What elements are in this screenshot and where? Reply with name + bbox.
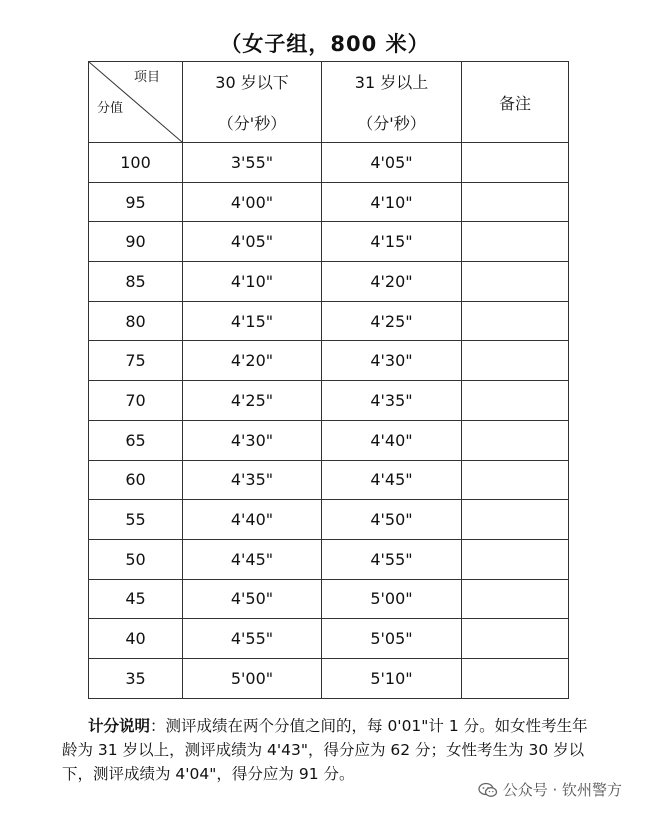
score-cell: 50 (89, 539, 183, 579)
table-row (89, 262, 569, 302)
over-31-time-cell: 4'35" (322, 381, 462, 421)
score-cell: 90 (89, 222, 183, 262)
remarks-cell (462, 619, 569, 659)
notes-text: ：测评成绩在两个分值之间的，每 0'01"计 1 分。如女性考生年龄为 31 岁以上，测评成绩为 4'43"，得分应为 62 分；女性考生为 30 岁以下，测评成绩为 4'04"，得分应为 91 分。 (62, 717, 588, 783)
table-row (89, 619, 569, 659)
header-under-30-title: 30 岁以下 (215, 73, 289, 92)
header-under-30 (183, 62, 322, 143)
over-31-time-cell: 4'50" (322, 500, 462, 540)
header-under-30-unit: （分'秒） (217, 114, 287, 133)
watermark (478, 779, 622, 800)
watermark-text: 公众号 · 钦州警方 (502, 781, 622, 799)
under-30-time-cell: 4'35" (183, 460, 322, 500)
table-row (89, 460, 569, 500)
score-cell: 80 (89, 301, 183, 341)
under-30-time-cell: 4'25" (183, 381, 322, 421)
score-cell: 75 (89, 341, 183, 381)
score-cell: 35 (89, 658, 183, 698)
remarks-cell (462, 262, 569, 302)
remarks-cell (462, 420, 569, 460)
over-31-time-cell: 5'00" (322, 579, 462, 619)
score-cell: 65 (89, 420, 183, 460)
remarks-cell (462, 460, 569, 500)
score-cell: 55 (89, 500, 183, 540)
over-31-time-cell: 4'05" (322, 143, 462, 183)
score-cell: 60 (89, 460, 183, 500)
table-row (89, 222, 569, 262)
score-cell: 70 (89, 381, 183, 421)
table-row (89, 420, 569, 460)
header-over-31 (322, 62, 462, 143)
over-31-time-cell: 5'05" (322, 619, 462, 659)
over-31-time-cell: 5'10" (322, 658, 462, 698)
under-30-time-cell: 4'50" (183, 579, 322, 619)
table-row (89, 500, 569, 540)
table-header-row (89, 62, 569, 143)
scoring-table (88, 61, 569, 699)
table-row (89, 301, 569, 341)
under-30-time-cell: 4'45" (183, 539, 322, 579)
header-score-label: 分值 (97, 101, 124, 116)
remarks-cell (462, 658, 569, 698)
over-31-time-cell: 4'30" (322, 341, 462, 381)
under-30-time-cell: 4'05" (183, 222, 322, 262)
score-cell: 40 (89, 619, 183, 659)
notes-label: 计分说明 (88, 717, 151, 735)
under-30-time-cell: 4'40" (183, 500, 322, 540)
score-cell: 100 (89, 143, 183, 183)
table-row (89, 579, 569, 619)
over-31-time-cell: 4'25" (322, 301, 462, 341)
table-row (89, 341, 569, 381)
under-30-time-cell: 3'55" (183, 143, 322, 183)
table-row (89, 381, 569, 421)
score-cell: 95 (89, 182, 183, 222)
remarks-cell (462, 579, 569, 619)
wechat-icon (478, 782, 498, 798)
over-31-time-cell: 4'15" (322, 222, 462, 262)
score-cell: 45 (89, 579, 183, 619)
under-30-time-cell: 4'00" (183, 182, 322, 222)
remarks-cell (462, 301, 569, 341)
under-30-time-cell: 4'55" (183, 619, 322, 659)
table-body (89, 143, 569, 699)
under-30-time-cell: 4'10" (183, 262, 322, 302)
remarks-cell (462, 222, 569, 262)
header-remarks: 备注 (462, 62, 569, 143)
diagonal-header-cell (89, 62, 183, 143)
table-row (89, 143, 569, 183)
header-over-31-unit: （分'秒） (357, 114, 426, 133)
header-item-label: 项目 (133, 70, 160, 85)
under-30-time-cell: 4'15" (183, 301, 322, 341)
under-30-time-cell: 4'20" (183, 341, 322, 381)
remarks-cell (462, 341, 569, 381)
over-31-time-cell: 4'55" (322, 539, 462, 579)
document-title: （女子组，800 米） (220, 32, 430, 56)
scoring-notes (62, 714, 592, 786)
score-cell: 85 (89, 262, 183, 302)
remarks-cell (462, 381, 569, 421)
under-30-time-cell: 5'00" (183, 658, 322, 698)
remarks-cell (462, 143, 569, 183)
header-over-31-title: 31 岁以上 (354, 73, 429, 92)
table-row (89, 182, 569, 222)
remarks-cell (462, 182, 569, 222)
remarks-cell (462, 539, 569, 579)
over-31-time-cell: 4'40" (322, 420, 462, 460)
over-31-time-cell: 4'10" (322, 182, 462, 222)
table-row (89, 658, 569, 698)
over-31-time-cell: 4'45" (322, 460, 462, 500)
table-row (89, 539, 569, 579)
remarks-cell (462, 500, 569, 540)
under-30-time-cell: 4'30" (183, 420, 322, 460)
over-31-time-cell: 4'20" (322, 262, 462, 302)
